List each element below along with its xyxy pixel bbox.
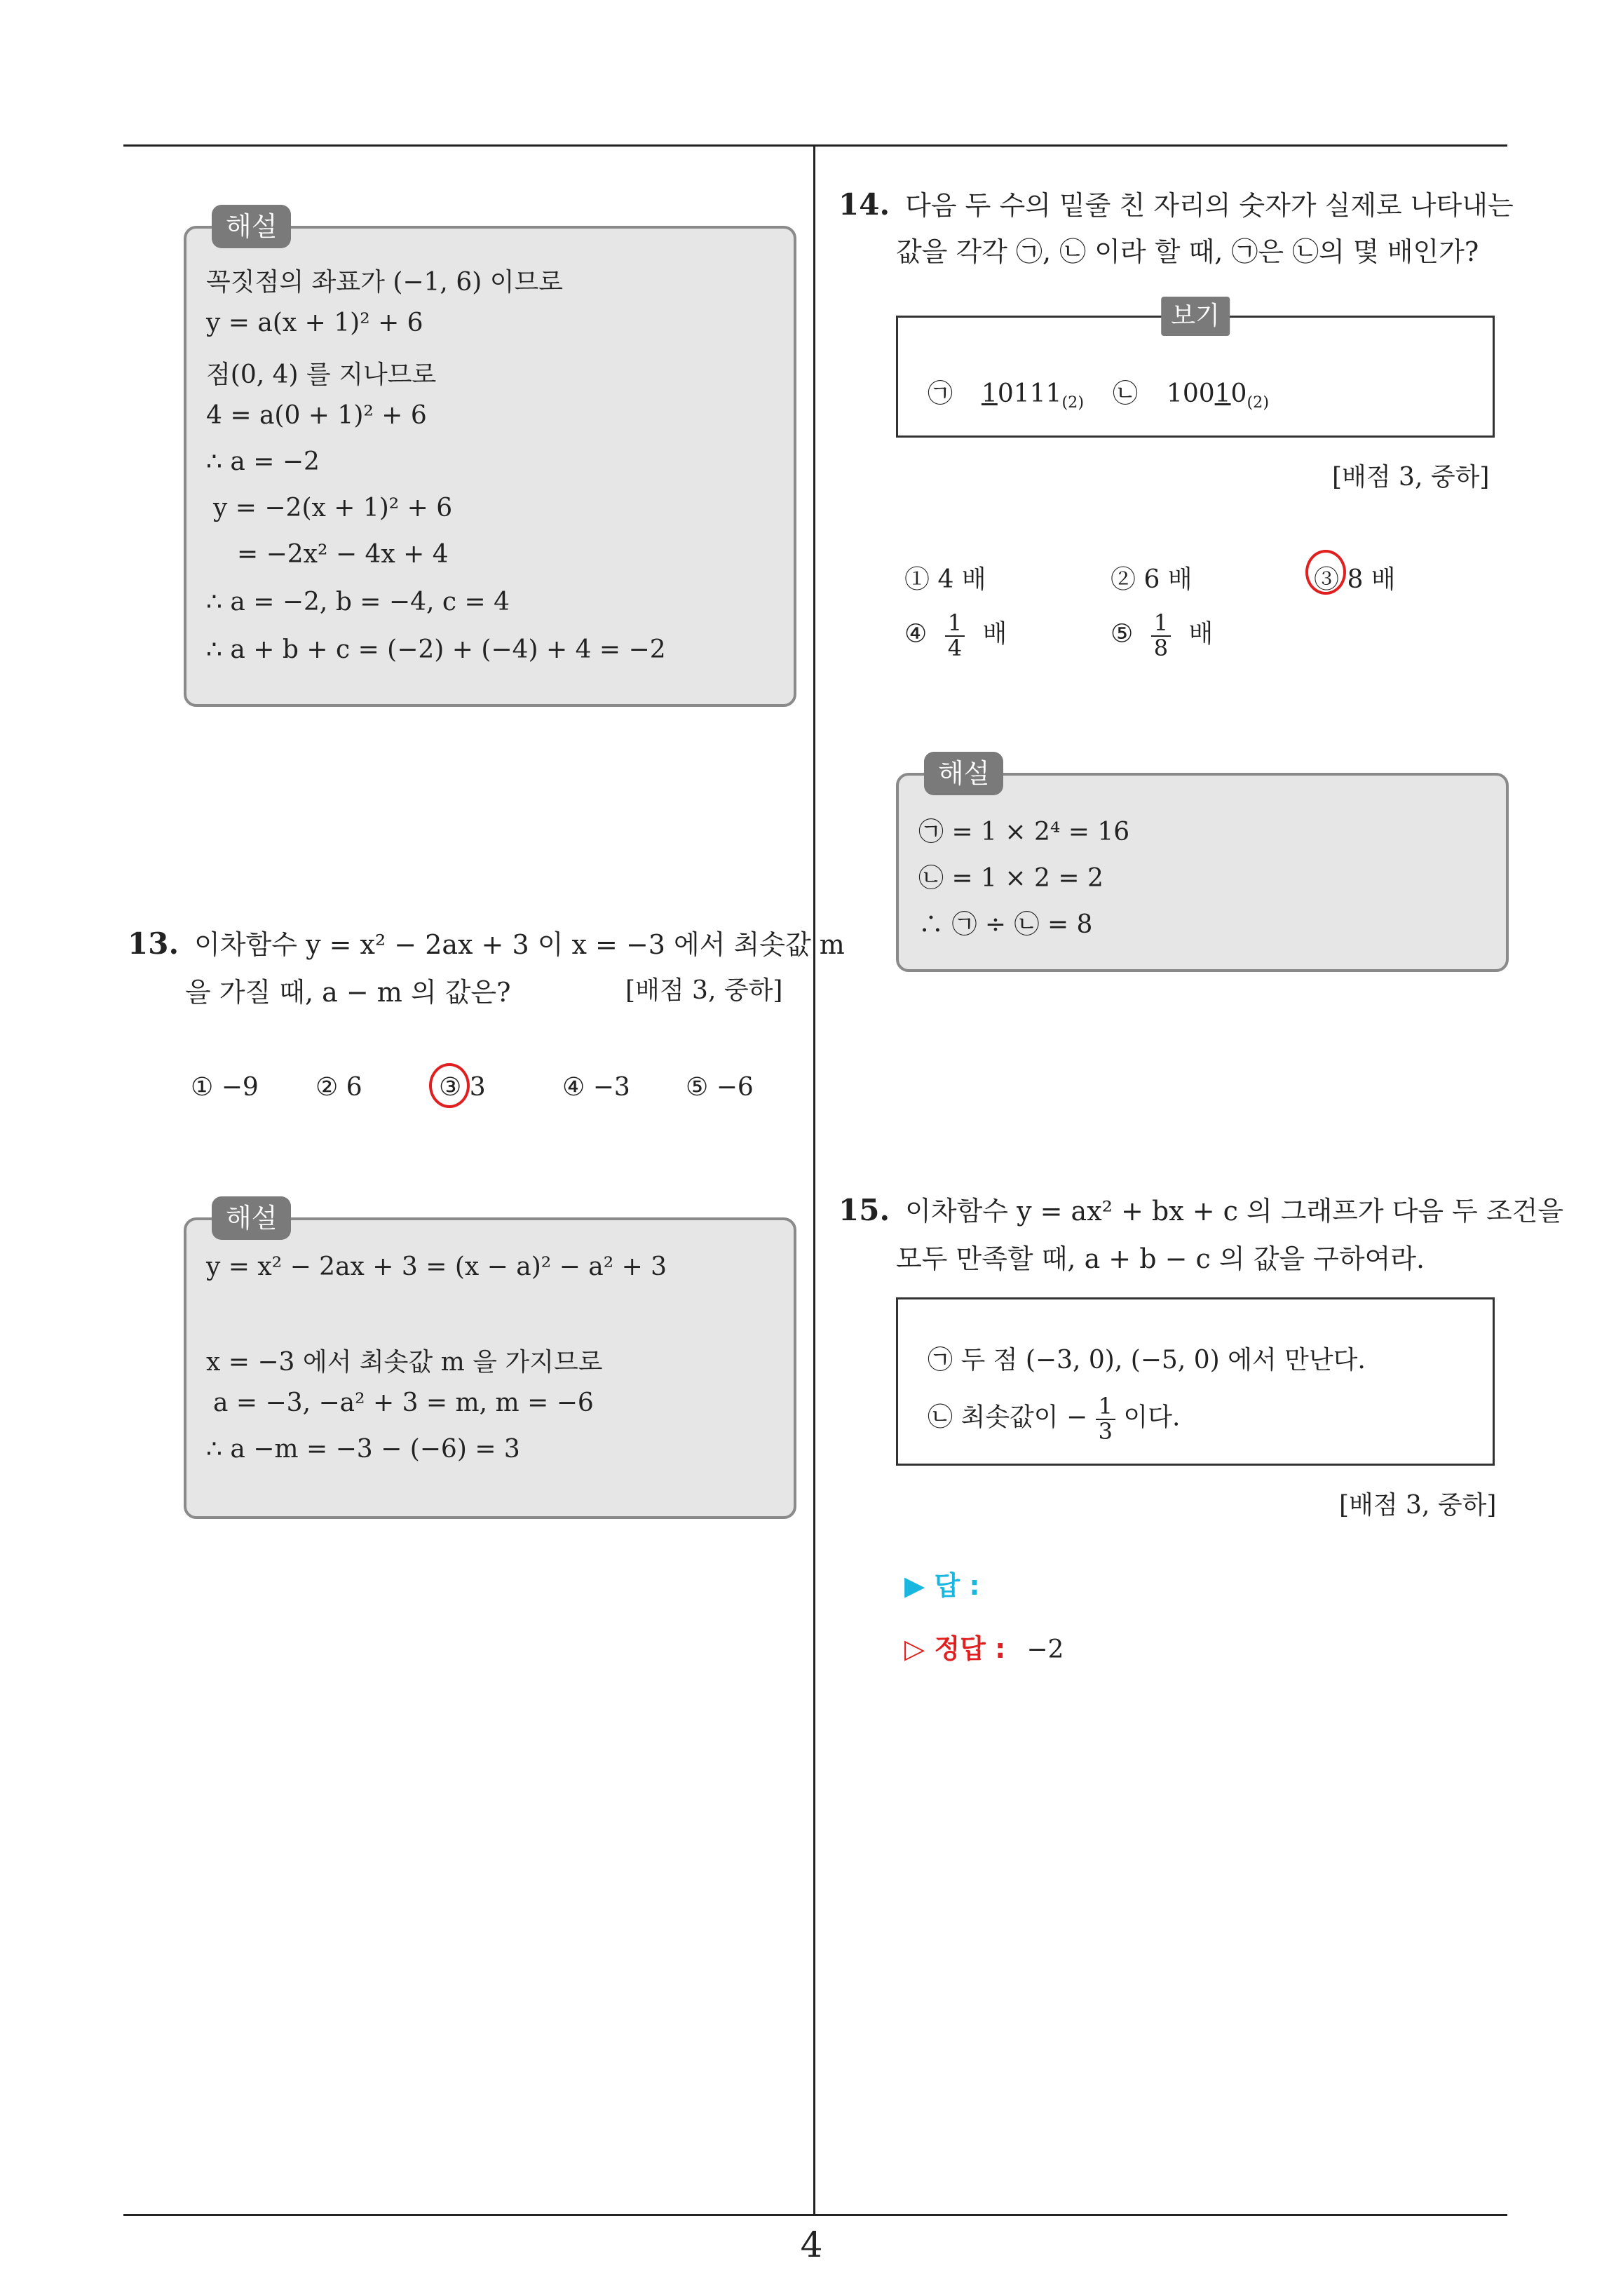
solution-line: ∴ ㉠ ÷ ㉡ = 8 bbox=[918, 910, 1093, 939]
example-item-2 bbox=[1113, 374, 1269, 412]
condition-text: ㉡ 최솟값이 − bbox=[928, 1403, 1088, 1432]
example-tag: 보기 bbox=[1161, 297, 1230, 336]
question-text: 이차함수 y = ax² + bx + c 의 그래프가 다음 두 조건을 bbox=[905, 1196, 1564, 1227]
option-2[interactable]: ② 6 배 bbox=[1111, 565, 1193, 594]
solution-line: a = −3, −a² + 3 = m, m = −6 bbox=[213, 1389, 594, 1417]
condition-box bbox=[896, 1297, 1495, 1466]
question-15-line2: 모두 만족할 때, a + b − c 의 값을 구하여라. bbox=[896, 1243, 1425, 1274]
option-4[interactable] bbox=[904, 609, 1007, 661]
solution-box-14 bbox=[896, 758, 1509, 972]
question-14-line2: 값을 각각 ㉠, ㉡ 이라 할 때, ㉠은 ㉡의 몇 배인가? bbox=[896, 236, 1479, 267]
number-rest: 0111 bbox=[997, 379, 1062, 408]
solution-line: y = −2(x + 1)² + 6 bbox=[213, 494, 453, 522]
score-meta: [배점 3, 중하] bbox=[625, 976, 783, 1005]
condition-text: 이다. bbox=[1123, 1403, 1181, 1432]
question-number: 15. bbox=[838, 1193, 890, 1227]
solution-box-13 bbox=[184, 1203, 796, 1519]
solution-tag: 해설 bbox=[924, 752, 1003, 795]
fraction bbox=[1151, 609, 1171, 661]
option-2[interactable]: ② 6 bbox=[315, 1073, 362, 1102]
condition-2 bbox=[928, 1395, 1180, 1443]
underlined-digit: 1 bbox=[981, 379, 998, 408]
option-3[interactable]: ③ 8 배 bbox=[1314, 565, 1396, 594]
score-meta: [배점 3, 중하] bbox=[1332, 463, 1490, 492]
question-number: 14. bbox=[838, 187, 890, 222]
option-5[interactable]: ⑤ −6 bbox=[686, 1073, 754, 1102]
solution-line: 4 = a(0 + 1)² + 6 bbox=[206, 401, 427, 430]
option-1[interactable]: ① 4 배 bbox=[904, 565, 986, 594]
answer-circle-mark bbox=[429, 1063, 470, 1108]
fraction-numerator: 1 bbox=[1096, 1395, 1115, 1420]
example-item-1 bbox=[928, 374, 1084, 412]
solution-line: 꼭짓점의 좌표가 (−1, 6) 이므로 bbox=[206, 268, 564, 297]
solution-tag: 해설 bbox=[212, 1196, 291, 1240]
question-number: 13. bbox=[128, 926, 179, 961]
option-1[interactable]: ① −9 bbox=[191, 1073, 259, 1102]
question-text: 이차함수 y = x² − 2ax + 3 이 x = −3 에서 최솟값 m bbox=[194, 929, 845, 960]
solution-line: ∴ a −m = −3 − (−6) = 3 bbox=[206, 1435, 520, 1464]
item-mark: ㉠ bbox=[928, 379, 953, 408]
option-number: ⑤ bbox=[1111, 619, 1134, 649]
number-rest: 0 bbox=[1230, 379, 1247, 408]
correct-answer-row bbox=[904, 1627, 1064, 1666]
bottom-rule bbox=[123, 2214, 1507, 2216]
column-divider bbox=[813, 145, 815, 2215]
question-13-line2: 을 가질 때, a − m 의 값은? bbox=[185, 977, 511, 1008]
page-number: 4 bbox=[800, 2224, 823, 2265]
solution-line: = −2x² − 4x + 4 bbox=[237, 540, 449, 569]
number-base: (2) bbox=[1061, 393, 1085, 412]
question-13 bbox=[128, 923, 845, 961]
condition-1: ㉠ 두 점 (−3, 0), (−5, 0) 에서 만난다. bbox=[928, 1346, 1366, 1375]
fraction-numerator: 1 bbox=[1151, 612, 1171, 637]
solution-line: ∴ a = −2 bbox=[206, 447, 320, 476]
solution-box-12 bbox=[184, 211, 796, 707]
solution-line: y = a(x + 1)² + 6 bbox=[206, 309, 423, 337]
solution-line: ㉠ = 1 × 2⁴ = 16 bbox=[918, 818, 1130, 846]
question-text: 다음 두 수의 밑줄 친 자리의 숫자가 실제로 나타내는 bbox=[905, 190, 1514, 221]
answer-circle-mark bbox=[1305, 550, 1346, 595]
question-14 bbox=[838, 184, 1514, 222]
example-box bbox=[896, 302, 1495, 438]
solution-line: ㉡ = 1 × 2 = 2 bbox=[918, 864, 1103, 893]
option-number: ④ bbox=[904, 619, 928, 649]
item-mark: ㉡ bbox=[1113, 379, 1139, 408]
option-3[interactable]: ③ 3 bbox=[439, 1073, 486, 1102]
number-pre: 100 bbox=[1166, 379, 1215, 408]
fraction bbox=[1096, 1395, 1115, 1443]
solution-line: ∴ a = −2, b = −4, c = 4 bbox=[206, 588, 510, 616]
fraction-denominator: 8 bbox=[1153, 634, 1169, 661]
score-meta: [배점 3, 중하] bbox=[1339, 1491, 1497, 1520]
option-4[interactable]: ④ −3 bbox=[562, 1073, 630, 1102]
number-base: (2) bbox=[1247, 393, 1270, 412]
underlined-digit: 1 bbox=[1214, 379, 1231, 408]
fraction-denominator: 4 bbox=[947, 634, 963, 661]
solution-line: 점(0, 4) 를 지나므로 bbox=[206, 360, 437, 389]
fraction-denominator: 3 bbox=[1098, 1417, 1113, 1445]
correct-answer-label: ▷ 정답 : bbox=[904, 1633, 1006, 1664]
top-rule bbox=[123, 144, 1507, 147]
solution-line: y = x² − 2ax + 3 = (x − a)² − a² + 3 bbox=[206, 1252, 667, 1281]
option-5[interactable] bbox=[1111, 609, 1214, 661]
solution-line: ∴ a + b + c = (−2) + (−4) + 4 = −2 bbox=[206, 635, 666, 664]
fraction-numerator: 1 bbox=[945, 612, 965, 637]
option-unit: 배 bbox=[1188, 619, 1214, 649]
fraction bbox=[945, 609, 965, 661]
solution-tag: 해설 bbox=[212, 205, 291, 248]
answer-label: ▶ 답 : bbox=[904, 1570, 980, 1601]
option-unit: 배 bbox=[982, 619, 1007, 649]
solution-line: x = −3 에서 최솟값 m 을 가지므로 bbox=[206, 1348, 603, 1377]
correct-answer-value: −2 bbox=[1026, 1635, 1064, 1664]
question-15 bbox=[838, 1189, 1563, 1228]
